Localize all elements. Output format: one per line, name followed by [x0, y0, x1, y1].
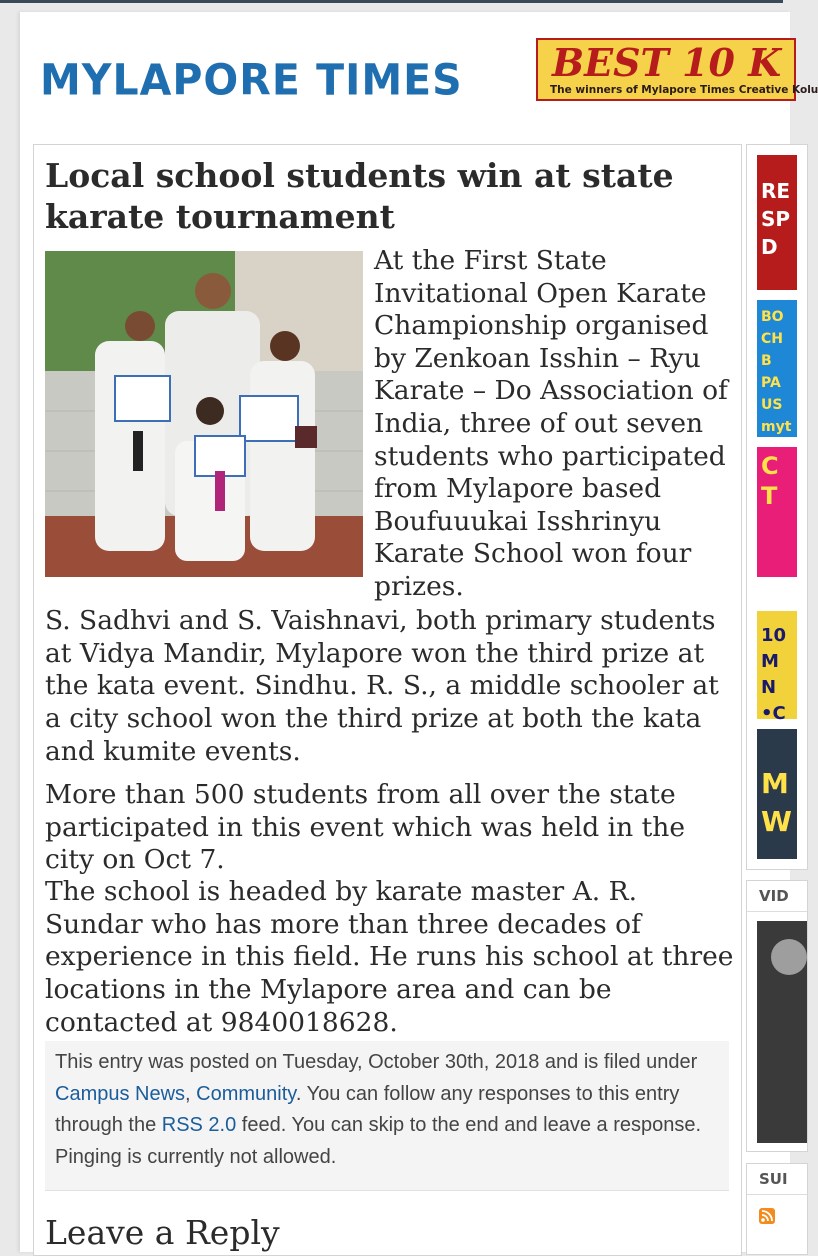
sidebar-ad-2[interactable]	[757, 300, 797, 437]
sidebar-ads-widget	[746, 144, 808, 870]
leave-reply-heading: Leave a Reply	[45, 1213, 280, 1252]
banner-title: BEST 10 K	[552, 40, 782, 85]
rss-feed-link[interactable]: RSS 2.0	[161, 1114, 237, 1136]
sidebar-ad-3-text: C T	[761, 452, 779, 510]
video-player[interactable]	[757, 921, 807, 1143]
post-paragraph-4: The school is headed by karate master A. R. Sundar who has more than three decades of experience in this field. He runs his school at three locations in the Mylapore area and can be contacted at 9840018628.	[45, 876, 734, 1038]
post-paragraph-3: More than 500 students from all over the state participated in this event which was held in the city on Oct 7.	[45, 779, 686, 876]
post-paragraph-2: S. Sadhvi and S. Vaishnavi, both primary students at Vidya Mandir, Mylapore won the third prize at the kata event. Sindhu. R. S., a middle schooler at a city school won the third prize at both the kata and kumite events.	[45, 605, 719, 767]
header-ad-banner[interactable]	[536, 38, 818, 101]
rss-icon[interactable]	[759, 1208, 775, 1224]
category-link-campus-news[interactable]: Campus News	[55, 1082, 186, 1105]
sidebar-subscribe-widget	[746, 1163, 808, 1255]
banner-subtitle: The winners of Mylapore Times Creative Kolu	[550, 84, 818, 96]
sidebar-ad-1[interactable]	[757, 155, 797, 290]
post-meta-box	[45, 1041, 729, 1191]
meta-middle: . You can follow any responses to this entry through the	[55, 1082, 680, 1136]
widget-divider	[747, 911, 807, 912]
post-title: Local school students win at state karate tournament	[45, 156, 674, 236]
post-paragraph-1: At the First State Invitational Open Karate Championship organised by Zenkoan Isshin – Ryu Karate – Do Association of India, three of out seven students who participated from Mylapore based Boufuuukai Isshrinyu Karate School won four prizes.	[374, 245, 728, 602]
widget-divider	[747, 1194, 807, 1195]
category-link-community[interactable]: Community	[196, 1082, 296, 1105]
sidebar-ad-5-text: M W	[761, 767, 792, 838]
site-masthead-logo[interactable]: MYLAPORE TIMES	[40, 54, 463, 106]
rss-glyph	[759, 1208, 775, 1224]
sidebar-ad-3[interactable]	[757, 447, 797, 577]
browser-top-bar	[0, 0, 783, 3]
sidebar-ad-4[interactable]	[757, 611, 797, 724]
sidebar-ad-5[interactable]	[757, 729, 797, 859]
post-content	[33, 144, 742, 1256]
meta-separator: ,	[185, 1082, 197, 1105]
sidebar-ad-4-text: 10 M N •C	[761, 625, 787, 724]
video-avatar-icon	[771, 939, 807, 975]
post-photo[interactable]	[45, 251, 363, 577]
meta-prefix: This entry was posted on Tuesday, October 30th, 2018 and is filed under	[55, 1051, 698, 1073]
sidebar-ad-2-text: BO CH B PA US myt	[761, 309, 792, 435]
meta-suffix: feed. You can skip to the end and leave a response. Pinging is currently not allowed.	[55, 1114, 702, 1168]
sidebar-video-widget	[746, 880, 808, 1152]
subscribe-widget-title: SUI	[759, 1170, 788, 1188]
karate-students-photo	[45, 251, 363, 577]
video-widget-title: VID	[759, 887, 789, 905]
sidebar-ad-1-text: RE SP D	[761, 179, 791, 259]
